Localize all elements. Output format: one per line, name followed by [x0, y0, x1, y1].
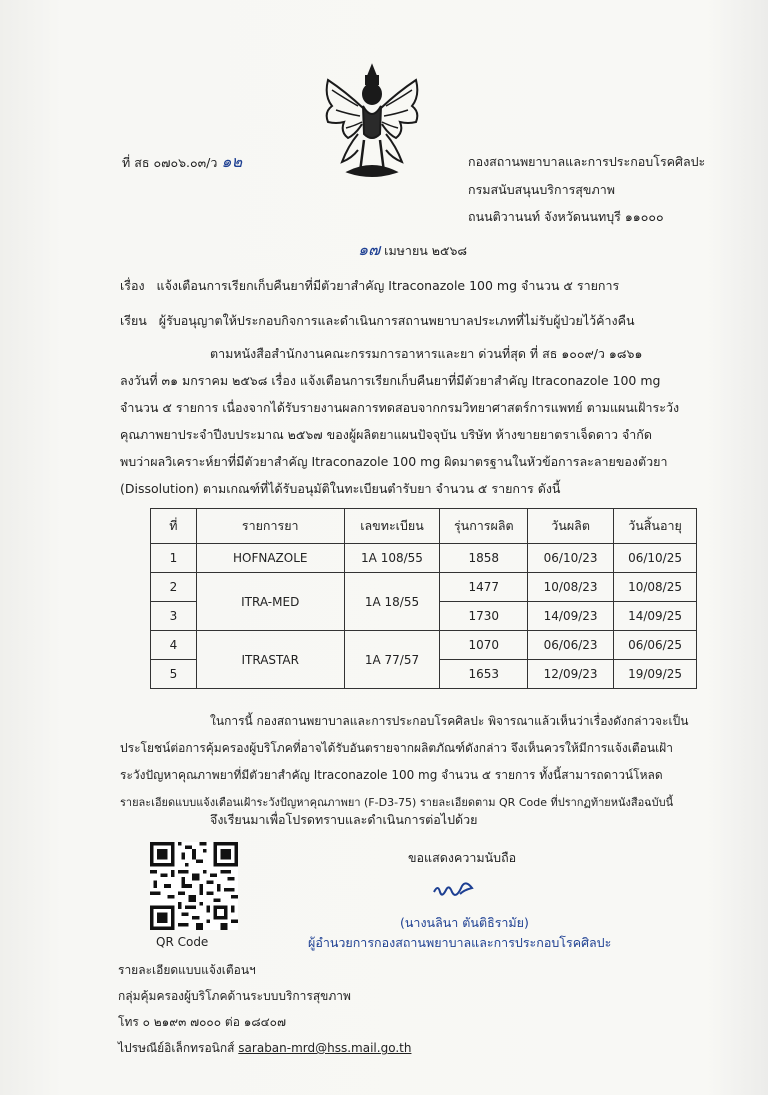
footer-line-2: กลุ่มคุ้มครองผู้บริโภคด้านระบบบริการสุขภาพ	[118, 989, 351, 1003]
signatory-position: ผู้อำนวยการกองสถานพยาบาลและการประกอบโรคศิลปะ	[308, 935, 612, 950]
letter-date	[358, 242, 467, 259]
footer-email-link[interactable]: saraban-mrd@hss.mail.go.th	[238, 1041, 412, 1055]
cell-lot: 1070	[440, 631, 528, 660]
footer-email-line	[118, 1040, 411, 1056]
office-address-line-2: กรมสนับสนุนบริการสุขภาพ	[468, 182, 615, 197]
qr-code-caption: QR Code	[156, 935, 209, 949]
column-header-drug: รายการยา	[196, 509, 344, 544]
office-address-line-3: ถนนติวานนท์ จังหวัดนนทบุรี ๑๑๐๐๐	[468, 209, 664, 224]
cell-drug: ITRA-MED	[196, 573, 344, 631]
column-header-exp-date: วันสิ้นอายุ	[614, 509, 697, 544]
subject-label: เรื่อง	[120, 278, 145, 293]
paragraph-1-line: คุณภาพยาประจำปีงบประมาณ ๒๕๖๗ ของผู้ผลิตยาแผนปัจจุบัน บริษัท ห้างขายยาตราเจ็ดดาว จำกัด	[120, 427, 652, 442]
cell-registration: 1A 18/55	[344, 573, 440, 631]
body-paragraph-1	[120, 340, 680, 502]
table-row	[151, 544, 697, 573]
body-paragraph-2	[120, 708, 689, 816]
cell-no: 3	[151, 602, 197, 631]
cell-exp-date: 06/10/25	[614, 544, 697, 573]
recipient-label: เรียน	[120, 313, 147, 328]
cell-drug: HOFNAZOLE	[196, 544, 344, 573]
column-header-mfg-date: วันผลิต	[528, 509, 614, 544]
table-header-row	[151, 509, 697, 544]
cell-mfg-date: 10/08/23	[528, 573, 614, 602]
cell-drug: ITRASTAR	[196, 631, 344, 689]
cell-no: 4	[151, 631, 197, 660]
table-row	[151, 631, 697, 660]
cell-no: 1	[151, 544, 197, 573]
cell-registration: 1A 77/57	[344, 631, 440, 689]
cell-exp-date: 10/08/25	[614, 573, 697, 602]
paragraph-2-line: ในการนี้ กองสถานพยาบาลและการประกอบโรคศิลปะ พิจารณาแล้วเห็นว่าเรื่องดังกล่าวจะเป็น	[210, 714, 689, 728]
closing-regards: ขอแสดงความนับถือ	[408, 850, 517, 865]
recalled-drugs-table	[150, 508, 697, 689]
paragraph-1-line: (Dissolution) ตามเกณฑ์ที่ได้รับอนุมัติในทะเบียนตำรับยา จำนวน ๕ รายการ ดังนี้	[120, 481, 561, 496]
cell-mfg-date: 12/09/23	[528, 660, 614, 689]
cell-mfg-date: 14/09/23	[528, 602, 614, 631]
cell-lot: 1858	[440, 544, 528, 573]
paragraph-1-line: พบว่าผลวิเคราะห์ยาที่มีตัวยาสำคัญ Itraconazole 100 mg ผิดมาตรฐานในหัวข้อการละลายของตัวยา	[120, 454, 668, 469]
closing-paragraph: จึงเรียนมาเพื่อโปรดทราบและดำเนินการต่อไปด้วย	[210, 812, 478, 827]
office-address-line-1: กองสถานพยาบาลและการประกอบโรคศิลปะ	[468, 154, 706, 169]
cell-mfg-date: 06/06/23	[528, 631, 614, 660]
cell-registration: 1A 108/55	[344, 544, 440, 573]
cell-mfg-date: 06/10/23	[528, 544, 614, 573]
recipient-text: ผู้รับอนุญาตให้ประกอบกิจการและดำเนินการสถานพยาบาลประเภทที่ไม่รับผู้ป่วยไว้ค้างคืน	[158, 313, 635, 328]
date-day-handwritten: ๑๗	[358, 240, 381, 259]
column-header-registration: เลขทะเบียน	[344, 509, 440, 544]
paragraph-2-line: รายละเอียดแบบแจ้งเตือนเฝ้าระวังปัญหาคุณภาพยา (F-D3-75) รายละเอียดตาม QR Code ที่ปรากฏท้ายหนังสือฉบับนี้	[120, 796, 674, 809]
footer-email-label: ไปรษณีย์อิเล็กทรอนิกส์	[118, 1041, 235, 1055]
cell-exp-date: 19/09/25	[614, 660, 697, 689]
reference-number: ที่ สธ ๐๗๐๖.๐๓/ว	[122, 155, 218, 170]
paragraph-1-line: ลงวันที่ ๓๑ มกราคม ๒๕๖๘ เรื่อง แจ้งเตือนการเรียกเก็บคืนยาที่มีตัวยาสำคัญ Itraconazole 100 mg	[120, 373, 661, 388]
qr-code-icon[interactable]	[150, 842, 238, 930]
cell-lot: 1653	[440, 660, 528, 689]
paragraph-1-line: จำนวน ๕ รายการ เนื่องจากได้รับรายงานผลการทดสอบจากกรมวิทยาศาสตร์การแพทย์ ตามแผนเฝ้าระวัง	[120, 400, 680, 415]
table-row	[151, 573, 697, 602]
signatory-name: (นางนลินา ตันติธิรามัย)	[400, 915, 529, 930]
cell-lot: 1730	[440, 602, 528, 631]
date-month-year: เมษายน ๒๕๖๘	[384, 243, 468, 258]
cell-lot: 1477	[440, 573, 528, 602]
column-header-no: ที่	[151, 509, 197, 544]
column-header-lot: รุ่นการผลิต	[440, 509, 528, 544]
document-reference	[122, 154, 242, 171]
paragraph-2-line: ระวังปัญหาคุณภาพยาที่มีตัวยาสำคัญ Itraconazole 100 mg จำนวน ๕ รายการ ทั้งนี้สามารถดาวน์โหลด	[120, 768, 663, 782]
recipient-line	[120, 313, 635, 329]
cell-no: 5	[151, 660, 197, 689]
subject-text: แจ้งเตือนการเรียกเก็บคืนยาที่มีตัวยาสำคัญ Itraconazole 100 mg จำนวน ๕ รายการ	[156, 278, 620, 293]
reference-number-handwritten: ๑๒	[221, 152, 243, 171]
footer-line-1: รายละเอียดแบบแจ้งเตือนฯ	[118, 963, 256, 977]
cell-exp-date: 06/06/25	[614, 631, 697, 660]
subject-line	[120, 278, 619, 294]
paragraph-1-line: ตามหนังสือสำนักงานคณะกรรมการอาหารและยา ด่วนที่สุด ที่ สธ ๑๐๐๙/ว ๑๘๖๑	[210, 346, 643, 361]
footer-phone: โทร ๐ ๒๑๙๓ ๗๐๐๐ ต่อ ๑๘๔๐๗	[118, 1015, 287, 1029]
cell-exp-date: 14/09/25	[614, 602, 697, 631]
cell-no: 2	[151, 573, 197, 602]
handwritten-signature-icon	[420, 878, 500, 902]
garuda-emblem-icon	[318, 62, 426, 180]
paragraph-2-line: ประโยชน์ต่อการคุ้มครองผู้บริโภคที่อาจได้รับอันตรายจากผลิตภัณฑ์ดังกล่าว จึงเห็นควรให้มีการแจ้งเตือนเฝ้า	[120, 741, 673, 755]
